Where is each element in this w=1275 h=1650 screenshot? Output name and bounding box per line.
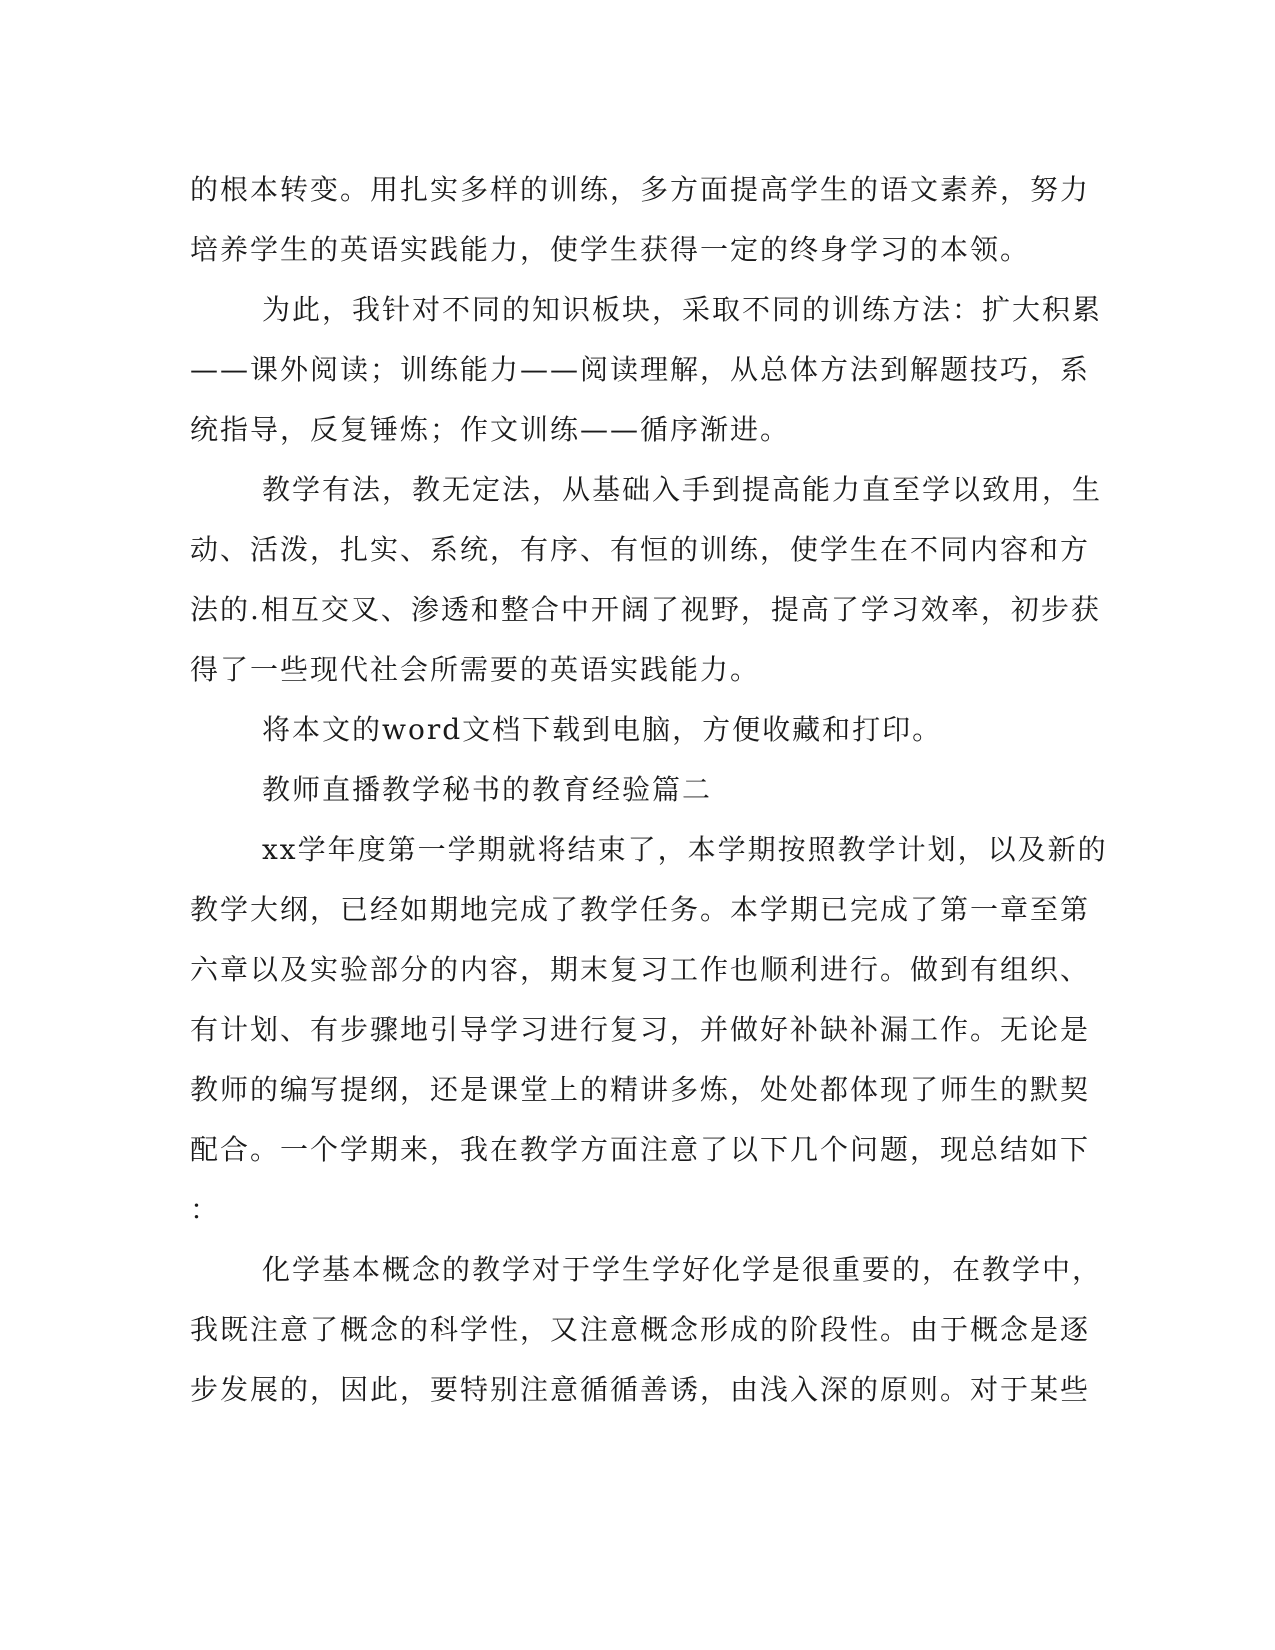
- paragraph-line: 法的.相互交叉、渗透和整合中开阔了视野，提高了学习效率，初步获: [190, 593, 1101, 626]
- paragraph-line: 动、活泼，扎实、系统，有序、有恒的训练，使学生在不同内容和方: [190, 533, 1091, 566]
- paragraph-line: 培养学生的英语实践能力，使学生获得一定的终身学习的本领。: [190, 233, 1031, 266]
- paragraph-line: 统指导，反复锤炼；作文训练——循序渐进。: [190, 413, 791, 446]
- section-heading: 教师直播教学秘书的教育经验篇二: [262, 773, 713, 806]
- paragraph-line: 配合。一个学期来，我在教学方面注意了以下几个问题，现总结如下: [190, 1133, 1091, 1166]
- paragraph-line: 教师的编写提纲，还是课堂上的精讲多炼，处处都体现了师生的默契: [190, 1073, 1091, 1106]
- paragraph-line: 我既注意了概念的科学性，又注意概念形成的阶段性。由于概念是逐: [190, 1313, 1091, 1346]
- document-body: [190, 160, 1108, 1420]
- paragraph-line: 得了一些现代社会所需要的英语实践能力。: [190, 653, 761, 686]
- paragraph-first-line: 化学基本概念的教学对于学生学好化学是很重要的，在教学中，: [262, 1253, 1103, 1286]
- paragraph-line: 教学大纲，已经如期地完成了教学任务。本学期已完成了第一章至第: [190, 893, 1091, 926]
- paragraph-first-line: 为此，我针对不同的知识板块，采取不同的训练方法：扩大积累: [262, 293, 1103, 326]
- paragraph-line: 有计划、有步骤地引导学习进行复习，并做好补缺补漏工作。无论是: [190, 1013, 1091, 1046]
- paragraph-first-line: xx学年度第一学期就将结束了，本学期按照教学计划，以及新的: [262, 833, 1108, 866]
- paragraph-line: 步发展的，因此，要特别注意循循善诱，由浅入深的原则。对于某些: [190, 1373, 1091, 1406]
- paragraph-line: ：: [190, 1193, 221, 1226]
- paragraph-line: ——课外阅读；训练能力——阅读理解，从总体方法到解题技巧，系: [190, 353, 1091, 386]
- paragraph-first-line: 教学有法，教无定法，从基础入手到提高能力直至学以致用，生: [262, 473, 1103, 506]
- download-note: 将本文的word文档下载到电脑，方便收藏和打印。: [262, 713, 943, 746]
- paragraph-line: 的根本转变。用扎实多样的训练，多方面提高学生的语文素养，努力: [190, 173, 1091, 206]
- paragraph-line: 六章以及实验部分的内容，期末复习工作也顺利进行。做到有组织、: [190, 953, 1091, 986]
